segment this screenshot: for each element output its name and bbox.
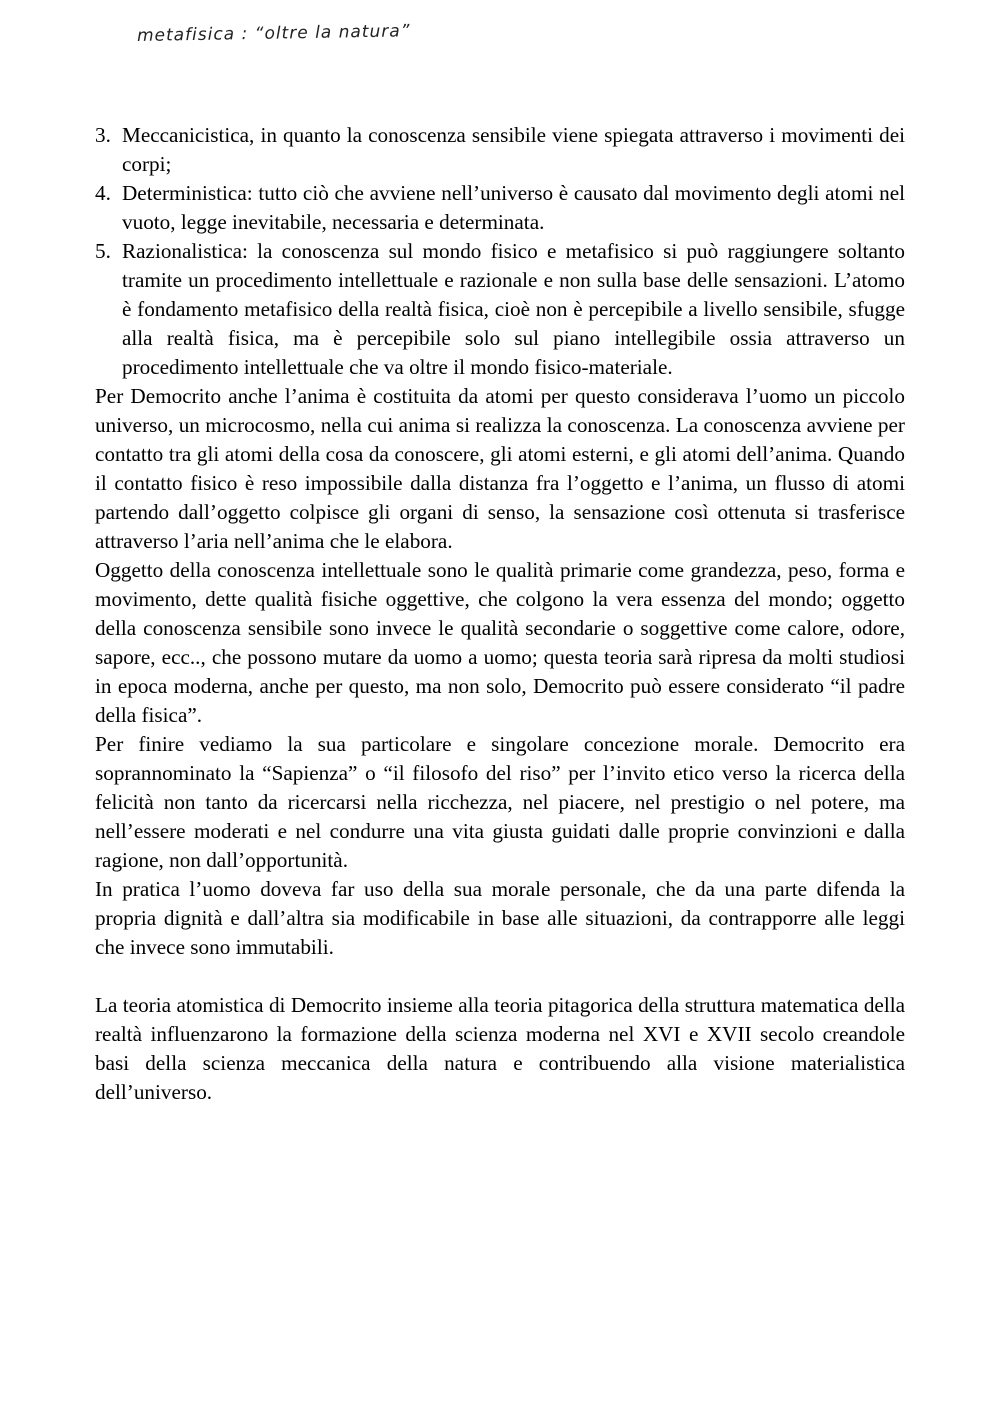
list-item-deterministica [95, 179, 905, 237]
list-item-razionalistica [95, 237, 905, 382]
list-number: 3. [95, 123, 111, 147]
list-item-meccanicistica [95, 121, 905, 179]
paragraph-anima: Per Democrito anche l’anima è costituita da atomi per questo considerava l’uomo un piccolo universo, un microcosmo, nella cui anima si realizza la conoscenza. La conoscenza avviene per contatto tra gli atomi della cosa da conoscere, gli atomi esterni, e gli atomi dell’anima. Quando il contatto fisico è reso impossibile dalla distanza fra l’oggetto e l’anima, un flusso di atomi partendo dall’oggetto colpisce gli organi di senso, la sensazione così ottenuta si trasferisce attraverso l’aria nell’anima che le elabora. [95, 384, 905, 553]
paragraph-pratica: In pratica l’uomo doveva far uso della sua morale personale, che da una parte difenda la propria dignità e dall’altra sia modificabile in base alle situazioni, da contrapporre alle leggi che invece sono immutabili. [95, 877, 905, 959]
list-item-text: Deterministica: tutto ciò che avviene nell’universo è causato dal movimento degli atomi nel vuoto, legge inevitabile, necessaria e determinata. [122, 181, 905, 234]
numbered-list [95, 121, 905, 382]
paragraph-morale: Per finire vediamo la sua particolare e singolare concezione morale. Democrito era soprannominato la “Sapienza” o “il filosofo del riso” per l’invito etico verso la ricerca della felicità non tanto da ricercarsi nella ricchezza, nel piacere, nel prestigio o nel potere, ma nell’essere moderati e nel condurre una vita giusta guidati dalle proprie convinzioni e dalla ragione, non dall’opportunità. [95, 732, 905, 872]
paragraph-spacer [95, 962, 905, 991]
document-body [95, 121, 905, 1107]
list-number: 4. [95, 181, 111, 205]
handwritten-header-title: metafisica : “oltre la natura” [136, 21, 411, 46]
paragraph-closing: La teoria atomistica di Democrito insieme alla teoria pitagorica della struttura matematica della realtà influenzarono la formazione della scienza moderna nel XVI e XVII secolo creandole basi della scienza meccanica della natura e contribuendo alla visione materialistica dell’universo. [95, 993, 905, 1104]
list-number: 5. [95, 239, 111, 263]
list-item-text: Razionalistica: la conoscenza sul mondo fisico e metafisico si può raggiungere soltanto tramite un procedimento intellettuale e razionale e non sulla base delle sensazioni. L’atomo è fondamento metafisico della realtà fisica, cioè non è percepibile a livello sensibile, sfugge alla realtà fisica, ma è percepibile solo sul piano intellegibile ossia attraverso un procedimento intellettuale che va oltre il mondo fisico-materiale. [122, 239, 905, 379]
paragraph-qualita: Oggetto della conoscenza intellettuale sono le qualità primarie come grandezza, peso, forma e movimento, dette qualità fisiche oggettive, che colgono la vera essenza del mondo; oggetto della conoscenza sensibile sono invece le qualità secondarie o soggettive come calore, odore, sapore, ecc.., che possono mutare da uomo a uomo; questa teoria sarà ripresa da molti studiosi in epoca moderna, anche per questo, ma non solo, Democrito può essere considerato “il padre della fisica”. [95, 558, 905, 727]
list-item-text: Meccanicistica, in quanto la conoscenza sensibile viene spiegata attraverso i movimenti dei corpi; [122, 123, 905, 176]
